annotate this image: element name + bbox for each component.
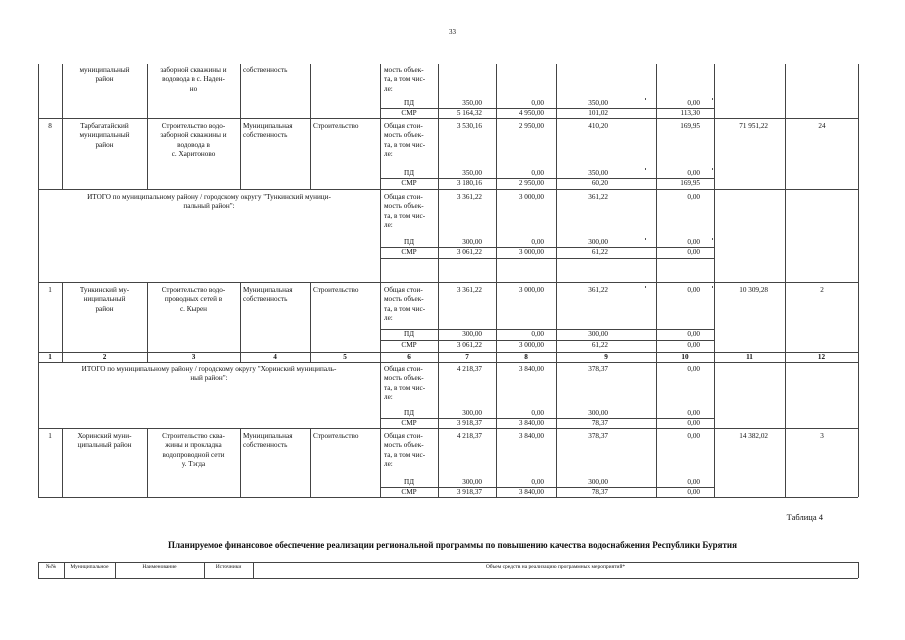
smr-label: СМР [401,109,417,117]
municipality-cell: район [95,75,114,84]
municipality-cell: муниципальный [79,66,130,74]
municipality-cell: Тарбагатайский [80,122,129,130]
total-c11: 10 309,28 [739,286,768,294]
object-name-cell: с. Харитоново [171,150,216,159]
total-c9: 361,22 [588,286,608,294]
cost-label-cell: ле: [384,314,393,323]
itogo-label: ИТОГО по муниципальному району / городскому округу "Тункинский муници- [87,193,331,201]
total-c10: 0,00 [687,365,700,373]
column-number-9: 9 [604,353,608,361]
table-4-header-cell: Наименование [142,564,177,570]
total-c12: 3 [820,432,824,440]
total-c11: 14 382,02 [739,432,768,440]
cost-label-cell: Общая стои- [384,122,423,130]
smr-c10: 0,00 [687,341,700,349]
object-name-cell: жины и прокладка [165,441,222,450]
smr-label: СМР [401,341,417,349]
ownership-cell: собственность [243,295,288,304]
smr-c9: 101,02 [588,109,608,117]
smr-c8: 2 950,00 [518,179,544,187]
smr-c10: 0,00 [687,419,700,427]
total-c9: 361,22 [588,193,608,201]
table-4-label: Таблица 4 [786,512,823,522]
smr-c10: 113,30 [680,109,700,117]
total-c10: 0,00 [687,432,700,440]
pd-c7: 350,00 [462,169,482,177]
object-name-cell: у. Тэгда [181,460,206,469]
cost-label-cell: Общая стои- [384,432,423,440]
smr-label: СМР [401,179,417,187]
work-type-cell: Строительство [313,432,359,440]
column-number-10: 10 [681,353,689,361]
total-c7: 3 361,22 [456,286,482,294]
pd-c7: 300,00 [462,238,482,246]
pd-c8: 0,00 [531,238,544,246]
cost-label-cell: мость объек- [384,131,424,140]
smr-c10: 0,00 [687,248,700,256]
smr-c9: 60,20 [591,179,608,187]
municipality-cell: район [95,140,114,149]
ownership-cell: Муниципальная [243,122,293,130]
cost-label-cell: та, в том чис- [384,450,426,459]
pd-c9: 300,00 [588,238,608,246]
total-c10: 0,00 [687,193,700,201]
row-number: 1 [48,432,52,440]
smr-c7: 3 180,16 [456,179,482,187]
work-type-cell: Строительство [313,122,359,130]
cost-label-cell: ле: [384,460,393,469]
cost-label-cell: ле: [384,221,393,230]
municipality-cell: Хоринский муни- [77,432,132,440]
object-name-cell: заборной скважины и [160,66,227,74]
smr-c9: 78,37 [591,419,608,427]
cost-label-cell: та, в том чис- [384,383,426,392]
smr-c8: 4 950,00 [518,109,544,117]
pd-c9: 350,00 [588,99,608,107]
column-number-4: 4 [273,353,277,361]
smr-c7: 3 918,37 [456,488,482,496]
smr-c7: 3 061,22 [456,248,482,256]
smr-c7: 3 061,22 [456,341,482,349]
cost-label-cell: Общая стои- [384,365,423,373]
table-4-header-cell: Источники [215,564,242,570]
itogo-label: ный район": [190,374,228,383]
pd-c7: 300,00 [462,409,482,417]
work-type-cell: Строительство [313,286,359,294]
municipality-cell: муниципальный [79,131,130,140]
column-number-2: 2 [102,353,107,361]
pd-c8: 0,00 [531,99,544,107]
total-c12: 2 [820,286,824,294]
cost-label-cell: Общая стои- [384,193,423,201]
pd-label: ПД [403,99,415,107]
object-name-cell: Строительство водо- [161,122,226,130]
column-number-8: 8 [524,353,528,361]
smr-c9: 61,22 [591,341,608,349]
ownership-cell: Муниципальная [243,286,293,294]
itogo-label: ИТОГО по муниципальному району / городскому округу "Хоринский муниципаль- [81,365,337,373]
table-4-header-cell: Муниципальное [70,564,109,570]
smr-c7: 5 164,32 [456,109,482,117]
smr-label: СМР [401,488,417,496]
column-number-5: 5 [343,353,347,361]
total-c9: 410,20 [588,122,608,130]
cost-label-cell: ле: [384,150,393,159]
cost-label-cell: мость объек- [384,202,424,211]
total-c7: 3 361,22 [456,193,482,201]
cost-label-cell: та, в том чис- [384,304,426,313]
smr-c8: 3 000,00 [518,248,544,256]
total-c8: 2 950,00 [518,122,544,130]
column-number-6: 6 [407,353,411,361]
ownership-cell: Муниципальная [243,432,293,440]
cost-label-cell: та, в том чис- [384,75,426,84]
object-name-cell: Строительство водо- [161,286,226,294]
column-number-3: 3 [191,353,196,361]
pd-c10: 0,00 [687,330,700,338]
total-c8: 3 000,00 [518,286,544,294]
total-c7: 4 218,37 [456,432,482,440]
cost-label-cell: ле: [384,393,393,402]
column-number-1: 1 [48,353,52,361]
pd-c8: 0,00 [531,478,544,486]
cost-label-cell: та, в том чис- [384,211,426,220]
ownership-cell: собственность [243,131,288,140]
object-name-cell: заборной скважины и [160,131,227,140]
pd-c7: 300,00 [462,330,482,338]
pd-label: ПД [403,169,415,177]
smr-c10: 169,95 [680,179,700,187]
smr-label: СМР [401,248,417,256]
column-number-12: 12 [817,353,826,361]
total-c9: 378,37 [588,432,608,440]
pd-c8: 0,00 [531,409,544,417]
total-c11: 71 951,22 [739,122,768,130]
total-c8: 3 840,00 [518,365,544,373]
object-name-cell: водовода в с. Наден- [162,75,225,84]
pd-c9: 350,00 [588,169,608,177]
cost-label-cell: ле: [384,84,393,93]
cost-label-cell: мость объек- [384,66,424,74]
smr-c8: 3 840,00 [518,488,544,496]
municipality-cell: район [95,304,114,313]
municipality-cell: ниципальный [83,295,126,304]
ownership-cell: собственность [243,66,288,74]
cost-label-cell: мость объек- [384,374,424,383]
pd-c7: 350,00 [462,99,482,107]
pd-c8: 0,00 [531,169,544,177]
pd-c10: 0,00 [687,169,700,177]
pd-c8: 0,00 [531,330,544,338]
object-name-cell: но [189,84,198,93]
cost-label-cell: та, в том чис- [384,140,426,149]
total-c10: 0,00 [687,286,700,294]
smr-c8: 3 000,00 [518,341,544,349]
itogo-label: пальный район": [183,202,235,211]
pd-c10: 0,00 [687,238,700,246]
cost-label-cell: мость объек- [384,295,424,304]
pd-label: ПД [403,478,415,486]
object-name-cell: водовода в [177,140,210,149]
pd-label: ПД [403,330,415,338]
row-number: 8 [48,122,52,130]
ownership-cell: собственность [243,441,288,450]
municipality-cell: ципальный район [77,441,132,450]
pd-label: ПД [403,238,415,246]
table-4-header-cell: Объем средств на реализацию программных мероприятий* [485,564,626,570]
total-c7: 4 218,37 [456,365,482,373]
smr-c7: 3 918,37 [456,419,482,427]
column-number-7: 7 [465,353,469,361]
object-name-cell: водопроводной сети [162,450,225,459]
cost-label-cell: мость объек- [384,441,424,450]
pd-c9: 300,00 [588,330,608,338]
smr-label: СМР [401,419,417,427]
pd-c9: 300,00 [588,478,608,486]
row-number: 1 [48,286,52,294]
total-c12: 24 [818,122,826,130]
smr-c9: 61,22 [591,248,608,256]
total-c9: 378,37 [588,365,608,373]
pd-c10: 0,00 [687,409,700,417]
table-4-header-cell: №№ [45,564,57,570]
pd-c7: 300,00 [462,478,482,486]
smr-c8: 3 840,00 [518,419,544,427]
smr-c9: 78,37 [591,488,608,496]
table-4-title: Планируемое финансовое обеспечение реализации региональной программы по повышению качества водоснабжения Республики Бурятия [168,540,737,550]
pd-c10: 0,00 [687,99,700,107]
page-number: 33 [449,28,456,36]
object-name-cell: Строительство сква- [162,432,225,440]
total-c8: 3 840,00 [518,432,544,440]
object-name-cell: с. Кырен [179,304,208,313]
pd-c9: 300,00 [588,409,608,417]
column-number-11: 11 [746,353,753,361]
pd-c10: 0,00 [687,478,700,486]
total-c7: 3 530,16 [456,122,482,130]
total-c10: 169,95 [680,122,700,130]
smr-c10: 0,00 [687,488,700,496]
municipality-cell: Тункинский му- [79,286,130,294]
pd-label: ПД [403,409,415,417]
total-c8: 3 000,00 [518,193,544,201]
object-name-cell: проводных сетей в [164,295,223,304]
cost-label-cell: Общая стои- [384,286,423,294]
